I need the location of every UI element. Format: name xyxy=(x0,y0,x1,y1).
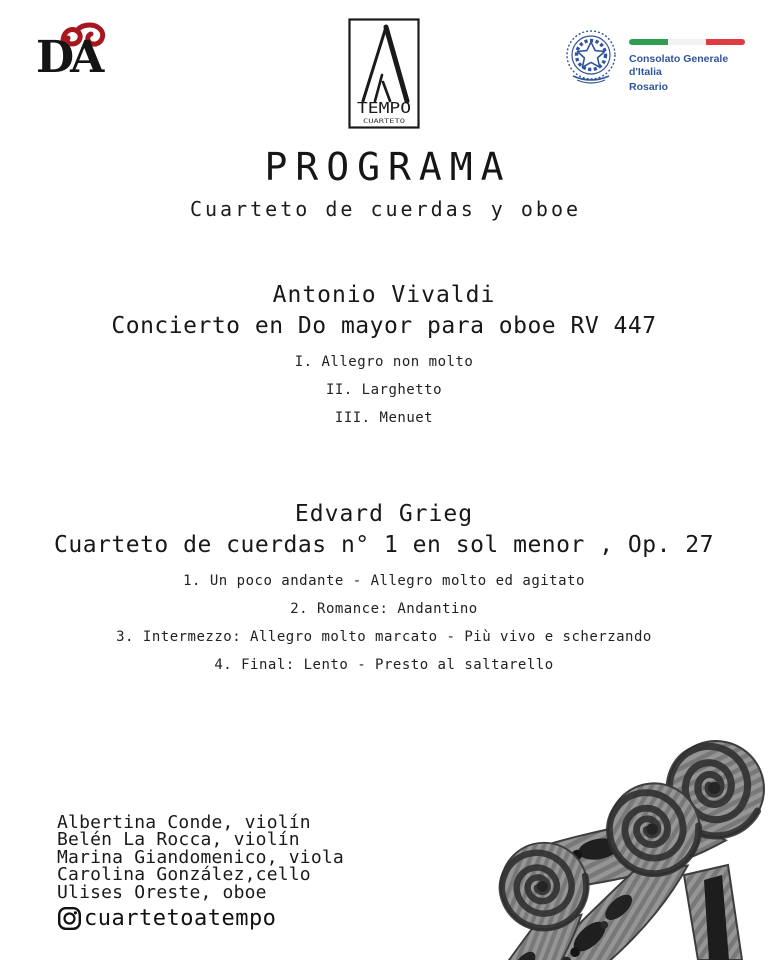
musician-item: Albertina Conde, violín xyxy=(57,812,311,833)
musicians-block xyxy=(57,814,344,931)
da-logo-text: DA xyxy=(36,32,101,83)
flag-red-segment xyxy=(706,39,745,45)
consulate-logo xyxy=(563,28,748,98)
atempo-quartet-logo xyxy=(348,18,420,129)
musician-item: Belén La Rocca, violín xyxy=(57,829,300,851)
composer-name: Antonio Vivaldi xyxy=(272,282,496,308)
musician-item: Marina Giandomenico, viola xyxy=(57,846,344,868)
movement-item: I. Allegro non molto xyxy=(294,353,474,370)
movement-list xyxy=(0,355,768,425)
flag-green-segment xyxy=(629,39,668,45)
movement-item: 4. Final: Lento - Presto al saltarello xyxy=(214,656,554,673)
program-piece-grieg xyxy=(0,500,768,672)
movement-item: 2. Romance: Andantino xyxy=(290,600,478,617)
violin-scrolls-image xyxy=(388,725,768,960)
consulate-name: Consolato Generale d'Italia xyxy=(629,53,729,79)
movement-list xyxy=(0,574,768,672)
atempo-logo-subtitle: CUARTETO xyxy=(363,117,406,125)
consulate-city: Rosario xyxy=(629,81,669,94)
page-title: PROGRAMA xyxy=(264,145,512,189)
title-block xyxy=(0,143,768,221)
page-subtitle: Cuarteto de cuerdas y oboe xyxy=(189,197,582,222)
movement-item: II. Larghetto xyxy=(325,381,443,398)
italian-flag-bar xyxy=(629,39,745,45)
work-title: Concierto en Do mayor para oboe RV 447 xyxy=(111,312,657,339)
italy-emblem-icon xyxy=(563,28,619,88)
program-piece-vivaldi xyxy=(0,281,768,425)
atempo-logo-title: TEMPO xyxy=(357,99,411,117)
composer-name: Edvard Grieg xyxy=(294,501,474,527)
da-logo xyxy=(36,22,116,88)
movement-item: 3. Intermezzo: Allegro molto marcato - Più vivo e scherzando xyxy=(116,628,652,645)
atempo-a-mark xyxy=(363,27,407,101)
movement-item: III. Menuet xyxy=(334,409,434,426)
musician-item: Ulises Oreste, oboe xyxy=(57,881,267,903)
instagram-row xyxy=(57,906,344,931)
movement-item: 1. Un poco andante - Allegro molto ed agitato xyxy=(183,572,585,589)
instagram-icon xyxy=(57,906,82,931)
flag-white-segment xyxy=(668,39,707,45)
instagram-handle: cuartetoatempo xyxy=(84,906,277,932)
work-title: Cuarteto de cuerdas n° 1 en sol menor , Op. 27 xyxy=(54,531,714,558)
musician-item: Carolina González,cello xyxy=(57,864,311,886)
